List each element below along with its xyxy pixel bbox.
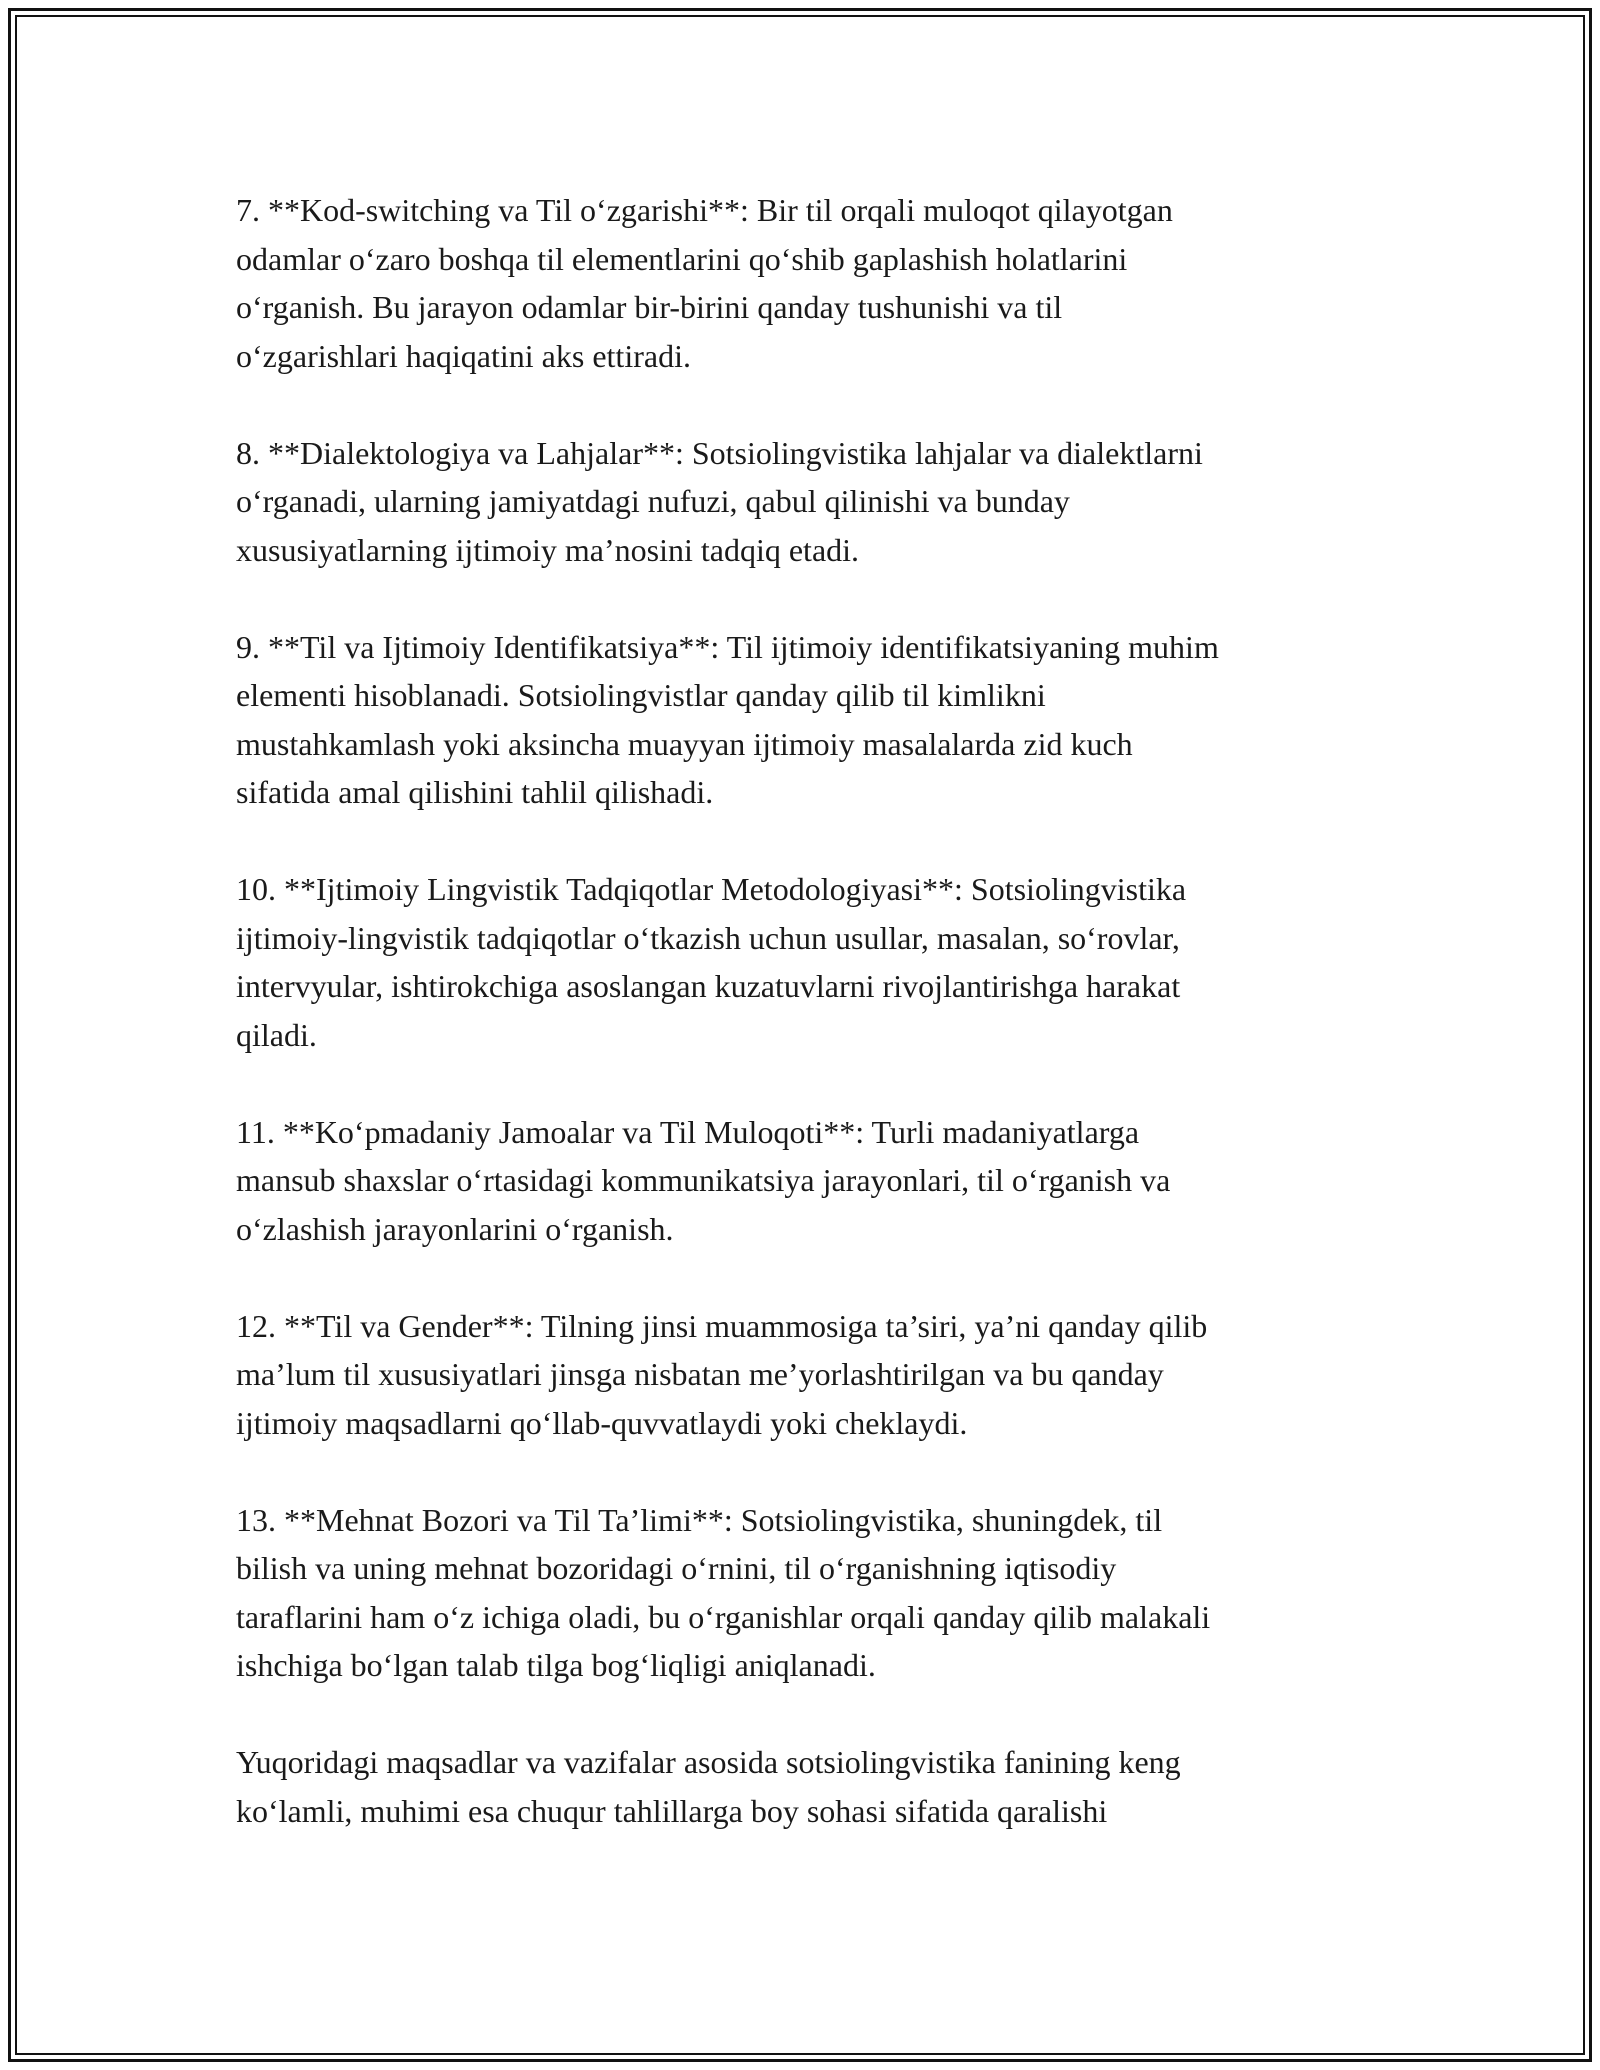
paragraph-item-12: 12. **Til va Gender**: Tilning jinsi muammosiga ta’siri, ya’ni qanday qilib ma’lum til xususiyatlari jinsga nisbatan me’yorlashtirilgan va bu qanday ijtimoiy maqsadlarni qo‘llab-quvvatlaydi yoki cheklaydi. bbox=[236, 1307, 1208, 1441]
paragraph-item-8: 8. **Dialektologiya va Lahjalar**: Sotsiolingvistika lahjalar va dialektlarni o‘rganadi, ularning jamiyatdagi nufuzi, qabul qilinishi va bunday xususiyatlarning ijtimoiy ma’nosini tadqiq etadi. bbox=[236, 434, 1203, 568]
paragraph-item-13: 13. **Mehnat Bozori va Til Ta’limi**: Sotsiolingvistika, shuningdek, til bilish va uning mehnat bozoridagi o‘rnini, til o‘rganishning iqtisodiy taraflarini ham o‘z ichiga oladi, bu o‘rganishlar orqali qanday qilib malakali ishchiga bo‘lgan talab tilga bog‘liqligi aniqlanadi. bbox=[236, 1501, 1211, 1683]
paragraph-item-11: 11. **Ko‘pmadaniy Jamoalar va Til Muloqoti**: Turli madaniyatlarga mansub shaxslar o‘rtasidagi kommunikatsiya jarayonlari, til o‘rganish va o‘zlashish jarayonlarini o‘rganish. bbox=[236, 1113, 1171, 1247]
paragraph-item-9: 9. **Til va Ijtimoiy Identifikatsiya**: Til ijtimoiy identifikatsiyaning muhim elementi hisoblanadi. Sotsiolingvistlar qanday qilib til kimlikni mustahkamlash yoki aksincha muayyan ijtimoiy masalalarda zid kuch sifatida amal qilishini tahlil qilishadi. bbox=[236, 628, 1219, 810]
paragraph-conclusion: Yuqoridagi maqsadlar va vazifalar asosida sotsiolingvistika fanining keng ko‘lamli, muhimi esa chuqur tahlillarga boy sohasi sifatida qaralishi bbox=[236, 1744, 1181, 1829]
paragraph-item-10: 10. **Ijtimoiy Lingvistik Tadqiqotlar Metodologiyasi**: Sotsiolingvistika ijtimoiy-lingvistik tadqiqotlar o‘tkazish uchun usullar, masalan, so‘rovlar, intervyular, ishtirokchiga asoslangan kuzatuvlarni rivojlantirishga harakat qiladi. bbox=[236, 871, 1187, 1053]
paragraph-item-7: 7. **Kod-switching va Til o‘zgarishi**: Bir til orqali muloqot qilayotgan odamlar o‘zaro boshqa til elementlarini qo‘shib gaplashish holatlarini o‘rganish. Bu jarayon odamlar bir-birini qanday tushunishi va til o‘zgarishlari haqiqatini aks ettiradi. bbox=[236, 192, 1173, 374]
document-body bbox=[236, 186, 1376, 1884]
